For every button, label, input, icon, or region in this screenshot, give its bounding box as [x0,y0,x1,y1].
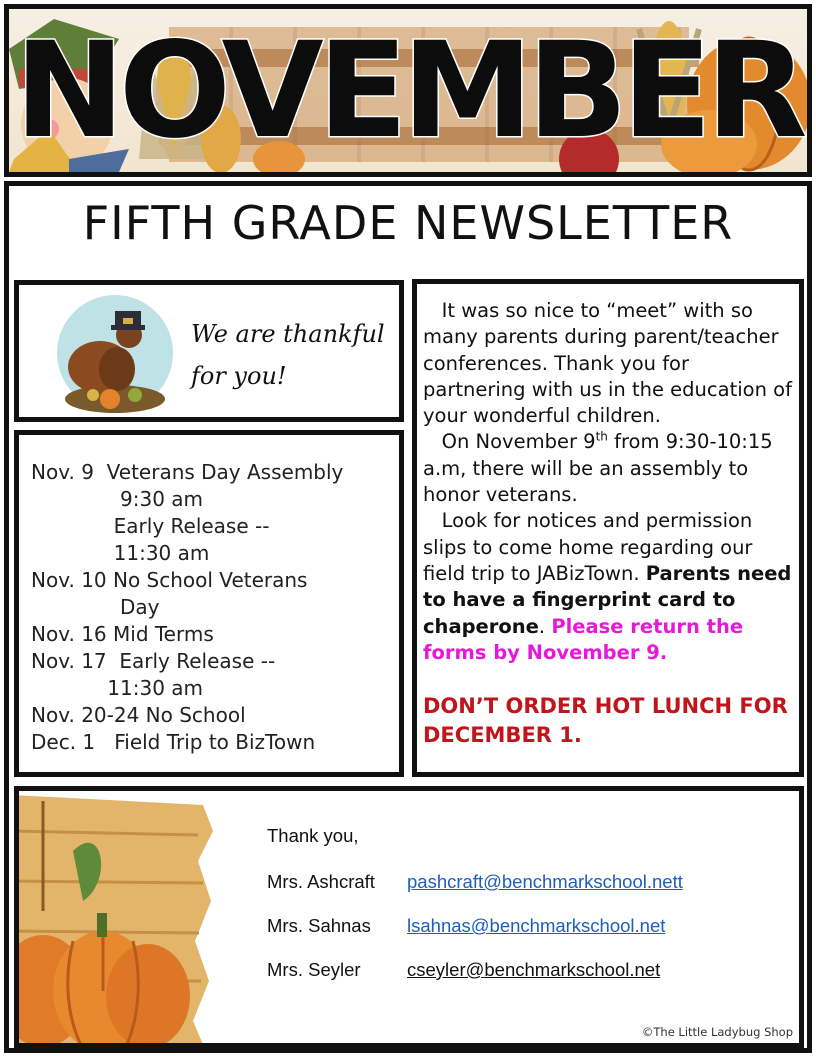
thankful-box [14,280,404,422]
header-banner [4,4,812,177]
date-line: Nov. 9 Veterans Day Assembly [31,460,344,484]
ordinal-suffix: th [595,429,608,444]
copyright-text: ©The Little Ladybug Shop [641,1025,793,1039]
teacher-name: Mrs. Seyler [267,959,361,980]
date-line: Day [31,595,160,619]
month-title: NOVEMBER [14,14,802,168]
dates-box [14,430,404,777]
message-body [423,298,795,750]
date-line: Nov. 10 No School Veterans [31,568,308,592]
teacher-row [267,915,665,937]
thankful-line-1: We are thankful [191,320,385,348]
date-line: Early Release -- [31,514,270,538]
date-line: Nov. 20-24 No School [31,703,246,727]
thankful-line-2: for you! [191,362,287,390]
teacher-email-link[interactable]: lsahnas@benchmarkschool.net [407,915,666,936]
teacher-row [267,871,683,893]
field-trip-text: Look for notices and permission slips to come home regarding our field trip to JABizTown. [423,509,753,585]
signoff-thanks: Thank you, [267,825,359,846]
dates-list [31,459,343,756]
date-line: Nov. 16 Mid Terms [31,622,214,646]
message-paragraph-2 [423,429,795,508]
signoff-box [14,786,804,1048]
message-box [412,279,804,777]
message-paragraph-3 [423,508,795,666]
date-line: Dec. 1 Field Trip to BizTown [31,730,316,754]
teacher-row [267,959,660,981]
thankful-message [191,313,385,397]
paragraph-1-text: It was so nice to “meet” with so many parents during parent/teacher conferences. Thank you for partnering with us in the education of your wonderful children. [423,299,792,428]
message-paragraph-1 [423,298,795,429]
teacher-name: Mrs. Ashcraft [267,871,375,892]
teacher-email-link[interactable]: cseyler@benchmarkschool.net [407,959,661,980]
teacher-email-link[interactable]: pashcraft@benchmarkschool.nett [407,871,683,892]
fingerprint-notice: Parents need to have a fingerprint card to chaperone [423,561,792,638]
period-text: . [538,614,552,638]
pilgrim-turkey-icon [55,291,175,416]
return-forms-notice: Please return the forms by November 9. [423,614,744,664]
assembly-date-text: On November 9 [441,430,596,454]
date-line: 9:30 am [31,487,204,511]
assembly-details-text: from 9:30-10:15 a.m, there will be an assembly to honor veterans. [423,430,773,507]
date-line: 11:30 am [31,541,210,565]
hot-lunch-notice: DON’T ORDER HOT LUNCH FOR DECEMBER 1. [423,694,788,748]
date-line: Nov. 17 Early Release -- [31,649,276,673]
date-line: 11:30 am [31,676,204,700]
pumpkin-wood-clipart [14,791,223,1048]
teacher-name: Mrs. Sahnas [267,915,371,936]
newsletter-heading: FIFTH GRADE NEWSLETTER [82,196,734,250]
